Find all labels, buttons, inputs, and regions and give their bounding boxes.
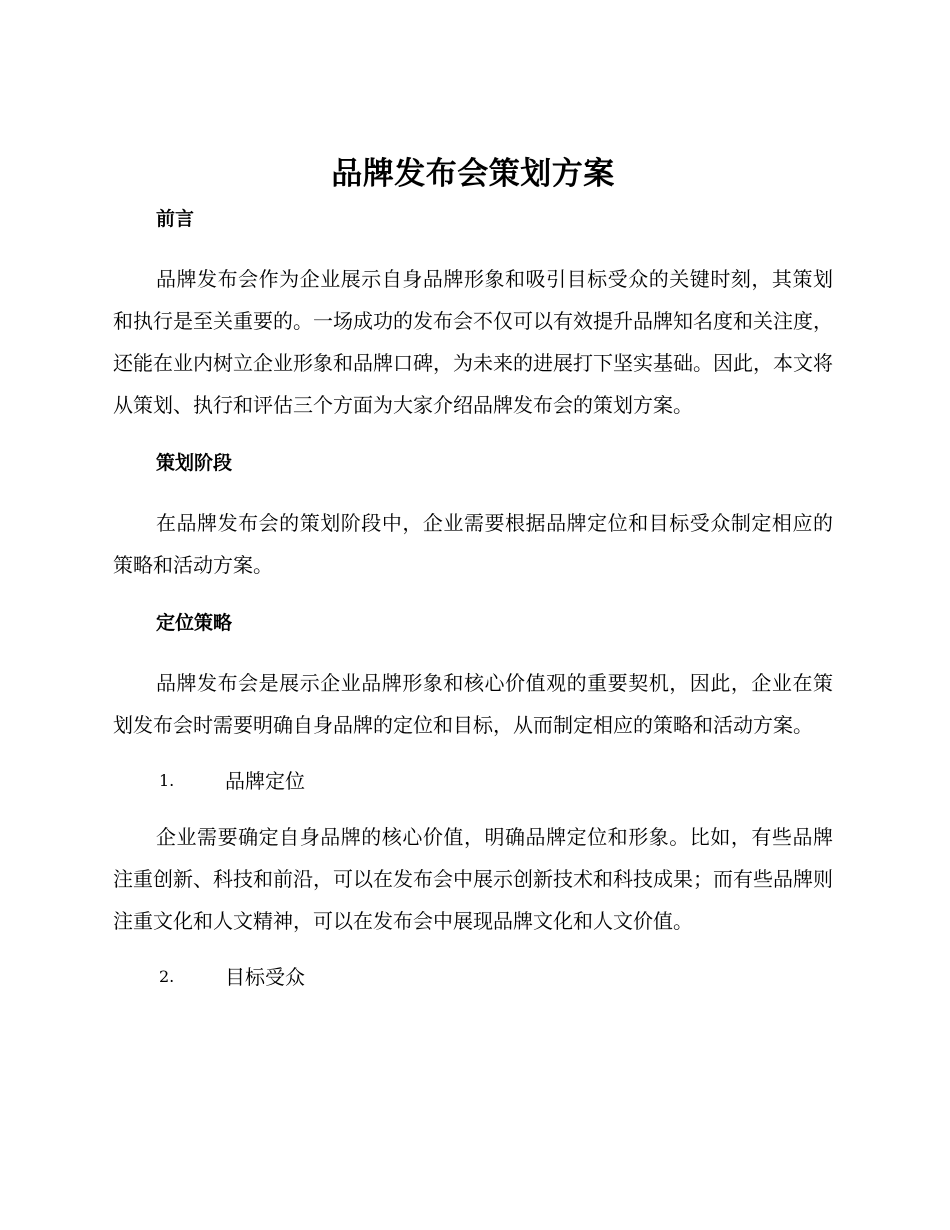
spacer xyxy=(113,234,833,258)
spacer xyxy=(113,586,833,608)
section-heading-preface: 前言 xyxy=(156,208,195,230)
document-title: 品牌发布会策划方案 xyxy=(331,156,615,192)
list-item-brand-positioning xyxy=(113,766,833,796)
section-paragraph-preface: 品牌发布会作为企业展示自身品牌形象和吸引目标受众的关键时刻，其策划和执行是至关重要的。一场成功的发布会不仅可以有效提升品牌知名度和关注度，还能在业内树立企业形象和品牌口碑，为未来的进展打下坚实基础。因此，本文将从策划、执行和评估三个方面为大家介绍品牌发布会的策划方案。 xyxy=(113,267,833,417)
spacer xyxy=(113,638,833,662)
section-paragraph-positioning: 品牌发布会是展示企业品牌形象和核心价值观的重要契机，因此，企业在策划发布会时需要明确自身品牌的定位和目标，从而制定相应的策略和活动方案。 xyxy=(113,671,833,737)
list-paragraph-brand-positioning: 企业需要确定自身品牌的核心价值，明确品牌定位和形象。比如，有些品牌注重创新、科技和前沿，可以在发布会中展示创新技术和科技成果；而有些品牌则注重文化和人文精神，可以在发布会中展现品牌文化和人文价值。 xyxy=(113,825,833,933)
list-label: 品牌定位 xyxy=(225,769,305,793)
list-label: 目标受众 xyxy=(225,965,305,989)
section-heading-planning: 策划阶段 xyxy=(156,452,233,474)
spacer xyxy=(113,478,833,502)
list-number: 1. xyxy=(159,771,175,790)
section-heading-positioning: 定位策略 xyxy=(156,612,233,634)
list-number: 2. xyxy=(159,967,175,986)
section-paragraph-planning: 在品牌发布会的策划阶段中，企业需要根据品牌定位和目标受众制定相应的策略和活动方案。 xyxy=(113,511,833,577)
spacer xyxy=(113,796,833,816)
spacer xyxy=(113,746,833,766)
spacer xyxy=(113,942,833,962)
spacer xyxy=(113,426,833,448)
list-item-target-audience xyxy=(113,962,833,992)
document-body xyxy=(113,150,833,992)
